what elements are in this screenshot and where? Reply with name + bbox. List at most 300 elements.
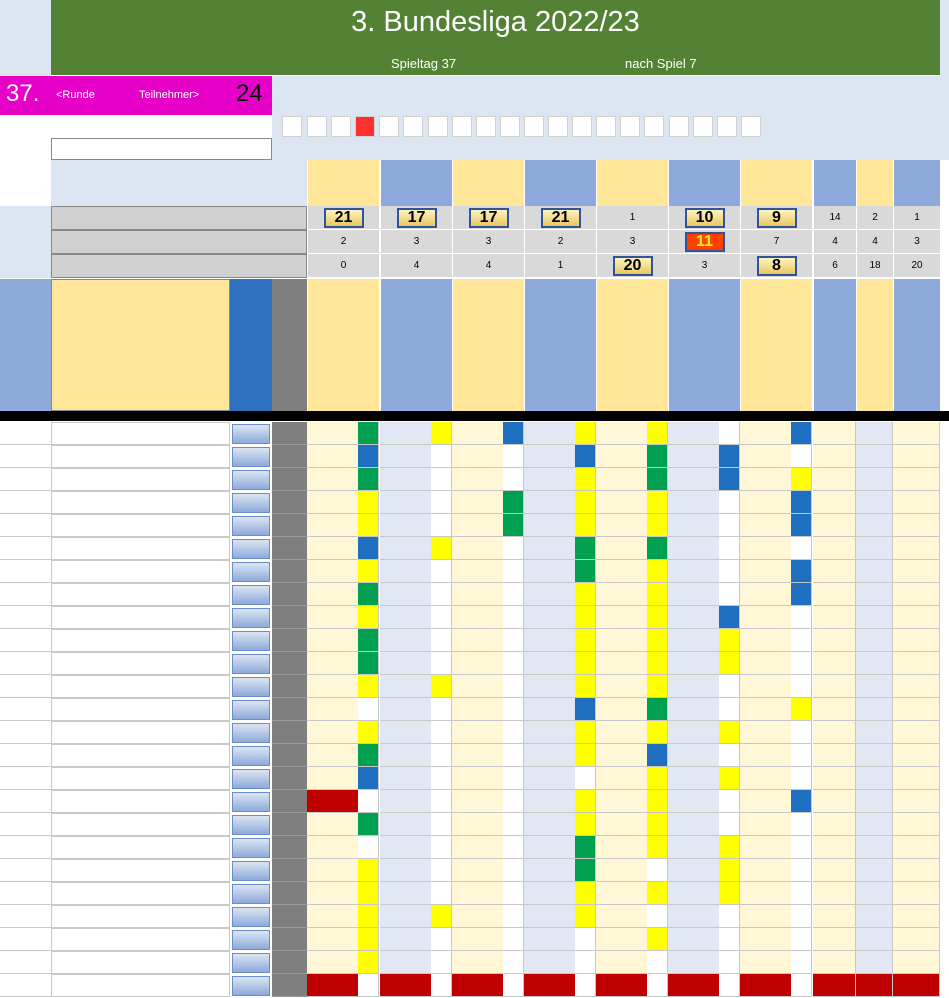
goal-tip [622, 974, 647, 997]
game-points [575, 491, 596, 514]
tore-count [272, 606, 307, 629]
result-cell [331, 116, 351, 137]
tore-count [272, 422, 307, 445]
goal-tip [524, 560, 550, 583]
game-points [575, 675, 596, 698]
goal-tip [596, 652, 622, 675]
game-points [791, 928, 812, 951]
goal-tip [622, 445, 647, 468]
game-points [358, 560, 379, 583]
tip-simple [856, 445, 893, 468]
tip-simple [813, 468, 856, 491]
goal-tip [622, 721, 647, 744]
goal-tip [668, 468, 694, 491]
player-points [232, 470, 270, 490]
goal-tip [307, 537, 333, 560]
player-points [232, 723, 270, 743]
tip-simple [893, 652, 940, 675]
goal-tip [622, 629, 647, 652]
result-cell [307, 116, 327, 137]
player-name [51, 882, 230, 905]
goal-tip [380, 905, 406, 928]
tip-simple [813, 514, 856, 537]
tipps-row-bg-aus [0, 254, 51, 278]
tore-count [272, 560, 307, 583]
tip-simple [813, 560, 856, 583]
game-points [431, 560, 452, 583]
team-name [668, 281, 694, 409]
goal-tip [380, 767, 406, 790]
goal-tip [622, 652, 647, 675]
player-name [51, 445, 230, 468]
posting-nr [0, 790, 51, 813]
goal-tip [740, 767, 766, 790]
game-points [575, 813, 596, 836]
game-points [791, 974, 812, 997]
posting-nr-header [0, 279, 51, 411]
team-name [333, 281, 358, 409]
tip-simple [893, 744, 940, 767]
team-name [550, 281, 575, 409]
goal-tip [550, 606, 575, 629]
goal-tip [452, 652, 478, 675]
punkte-header [230, 279, 272, 411]
posting-nr [0, 422, 51, 445]
spiel-nr-label [51, 160, 272, 206]
tore-count [272, 882, 307, 905]
game-points [431, 583, 452, 606]
goal-tip [766, 744, 791, 767]
goal-tip [380, 813, 406, 836]
game-points [431, 744, 452, 767]
player-points [232, 746, 270, 766]
spiel-nr-6 [668, 160, 740, 206]
game-points [719, 445, 740, 468]
game-points [791, 583, 812, 606]
goal-tip [550, 468, 575, 491]
saison-right-fill [272, 138, 949, 160]
goal-tip [622, 698, 647, 721]
team-name [740, 281, 766, 409]
tore-count [272, 836, 307, 859]
player-name [51, 698, 230, 721]
goal-tip [307, 422, 333, 445]
goal-tip [596, 468, 622, 491]
goal-tip [766, 445, 791, 468]
goal-tip [550, 974, 575, 997]
goal-tip [406, 721, 431, 744]
tipps-aus-value [740, 254, 812, 278]
game-points [503, 744, 524, 767]
goal-tip [478, 514, 503, 537]
goal-tip [668, 767, 694, 790]
goal-tip [478, 974, 503, 997]
goal-tip [740, 445, 766, 468]
goal-tip [766, 951, 791, 974]
goal-tip [452, 629, 478, 652]
game-points [791, 445, 812, 468]
player-points [232, 769, 270, 789]
tore-count [272, 629, 307, 652]
spiel-nr-2 [380, 160, 452, 206]
right-panel [940, 0, 949, 115]
goal-tip [380, 560, 406, 583]
goal-tip [452, 698, 478, 721]
teilnehmer-label: Teilnehmer> [139, 89, 200, 101]
game-points [647, 606, 668, 629]
goal-tip [406, 629, 431, 652]
tip-simple [813, 905, 856, 928]
game-points [575, 698, 596, 721]
goal-tip [307, 905, 333, 928]
team-name [694, 281, 719, 409]
tore-count [272, 583, 307, 606]
result-cell [741, 116, 761, 137]
tipps-heim-count: 1 [629, 212, 636, 223]
goal-tip [766, 721, 791, 744]
goal-tip [694, 675, 719, 698]
goal-tip [694, 698, 719, 721]
game-points [647, 882, 668, 905]
goal-tip [766, 468, 791, 491]
goal-tip [478, 537, 503, 560]
posting-nr [0, 652, 51, 675]
tipps-aus-count: 4 [413, 260, 420, 271]
game-points [503, 905, 524, 928]
goal-tip [452, 514, 478, 537]
tipps-remis-count: 3 [629, 236, 636, 247]
game-points [791, 859, 812, 882]
game-points [358, 836, 379, 859]
goal-tip [333, 813, 358, 836]
goal-tip [406, 790, 431, 813]
game-points [358, 974, 379, 997]
team-name [596, 281, 622, 409]
tip-simple [856, 468, 893, 491]
tipps-row-bg-remis [0, 230, 51, 254]
goal-tip [406, 767, 431, 790]
goal-tip [524, 698, 550, 721]
spiel-nr-8 [813, 160, 856, 206]
goal-tip [622, 675, 647, 698]
tipps-aus-count: 0 [340, 260, 347, 271]
game-points [647, 560, 668, 583]
goal-tip [550, 859, 575, 882]
tore-count [272, 537, 307, 560]
goal-tip [694, 790, 719, 813]
game-points [431, 468, 452, 491]
tipps-remis-value [307, 230, 379, 254]
goal-tip [380, 537, 406, 560]
tipps-heim-count: 9 [757, 208, 797, 228]
tipps-aus-count: 18 [869, 260, 881, 271]
posting-nr [0, 721, 51, 744]
tipps-aus-value [856, 254, 893, 278]
goal-tip [668, 583, 694, 606]
goal-tip [766, 583, 791, 606]
game-points [647, 629, 668, 652]
goal-tip [406, 836, 431, 859]
goal-tip [622, 537, 647, 560]
goal-tip [478, 629, 503, 652]
team-name [766, 281, 791, 409]
game-points [503, 583, 524, 606]
game-points [719, 422, 740, 445]
goal-tip [622, 560, 647, 583]
goal-tip [307, 951, 333, 974]
game-points [503, 445, 524, 468]
result-cell [596, 116, 616, 137]
tipps-aus-count: 8 [757, 256, 797, 276]
tipps-heim-count: 21 [324, 208, 364, 228]
goal-tip [596, 882, 622, 905]
game-points [719, 583, 740, 606]
game-points [719, 468, 740, 491]
tip-simple [856, 675, 893, 698]
game-points [358, 882, 379, 905]
goal-tip [307, 790, 333, 813]
tore-count [272, 491, 307, 514]
goal-tip [596, 836, 622, 859]
game-points [575, 951, 596, 974]
goal-tip [622, 882, 647, 905]
player-name [51, 813, 230, 836]
player-name [51, 606, 230, 629]
game-points [358, 514, 379, 537]
posting-nr [0, 514, 51, 537]
game-points [358, 491, 379, 514]
tip-simple [856, 721, 893, 744]
posting-nr [0, 928, 51, 951]
tipps-aus-value [813, 254, 856, 278]
goal-tip [333, 928, 358, 951]
game-points [503, 790, 524, 813]
tip-simple [813, 537, 856, 560]
spiel-nr-9 [856, 160, 893, 206]
goal-tip [380, 744, 406, 767]
goal-tip [452, 974, 478, 997]
goal-tip [307, 836, 333, 859]
tip-simple [893, 882, 940, 905]
player-name [51, 836, 230, 859]
tip-simple [856, 537, 893, 560]
goal-tip [406, 514, 431, 537]
game-points [575, 583, 596, 606]
game-points [719, 675, 740, 698]
goal-tip [406, 491, 431, 514]
game-points [431, 951, 452, 974]
goal-tip [333, 698, 358, 721]
goal-tip [380, 652, 406, 675]
tipps-heim-value [307, 206, 379, 230]
game-points [503, 836, 524, 859]
game-points [791, 951, 812, 974]
result-cell [379, 116, 399, 137]
posting-nr [0, 629, 51, 652]
game-points [503, 514, 524, 537]
goal-tip [550, 491, 575, 514]
goal-tip [452, 560, 478, 583]
tip-simple [893, 491, 940, 514]
spieltag-label: Spieltag 37 [391, 56, 457, 71]
goal-tip [668, 790, 694, 813]
game-points [503, 813, 524, 836]
goal-tip [596, 905, 622, 928]
goal-tip [333, 744, 358, 767]
game-points [358, 606, 379, 629]
tipps-aus-count: 1 [557, 260, 564, 271]
goal-tip [307, 583, 333, 606]
goal-tip [766, 560, 791, 583]
goal-tip [333, 882, 358, 905]
goal-tip [333, 974, 358, 997]
player-name [51, 514, 230, 537]
game-points [503, 698, 524, 721]
posting-nr [0, 813, 51, 836]
player-points [232, 585, 270, 605]
player-name [51, 422, 230, 445]
game-points [791, 698, 812, 721]
tipps-heim-count: 14 [829, 212, 841, 223]
posting-nr [0, 744, 51, 767]
goal-tip [307, 928, 333, 951]
tip-simple [813, 629, 856, 652]
goal-tip [668, 882, 694, 905]
saison-label [51, 138, 272, 160]
tore-count [272, 767, 307, 790]
goal-tip [596, 698, 622, 721]
goal-tip [452, 721, 478, 744]
tip-simple [893, 537, 940, 560]
tip-simple [856, 836, 893, 859]
goal-tip [550, 560, 575, 583]
tip-simple [813, 721, 856, 744]
game-points [575, 537, 596, 560]
game-points [791, 422, 812, 445]
goal-tip [478, 468, 503, 491]
tip-simple [813, 445, 856, 468]
goal-tip [406, 422, 431, 445]
player-name [51, 905, 230, 928]
tipps-remis-count: 2 [557, 236, 564, 247]
tipps-label-remis [51, 230, 307, 254]
goal-tip [740, 606, 766, 629]
game-points [503, 951, 524, 974]
goal-tip [478, 422, 503, 445]
goal-tip [524, 905, 550, 928]
tip-simple [856, 560, 893, 583]
tip-simple [813, 951, 856, 974]
goal-tip [694, 905, 719, 928]
posting-nr [0, 468, 51, 491]
tipps-aus-value [307, 254, 379, 278]
goal-tip [596, 606, 622, 629]
goal-tip [333, 491, 358, 514]
goal-tip [596, 675, 622, 698]
game-points [575, 859, 596, 882]
tip-simple [813, 675, 856, 698]
goal-tip [622, 606, 647, 629]
black-separator [0, 411, 949, 421]
game-points [647, 744, 668, 767]
goal-tip [478, 813, 503, 836]
goal-tip [766, 675, 791, 698]
goal-tip [668, 859, 694, 882]
goal-tip [622, 583, 647, 606]
goal-tip [622, 422, 647, 445]
goal-tip [766, 767, 791, 790]
game-points [358, 675, 379, 698]
goal-tip [406, 560, 431, 583]
goal-tip [380, 790, 406, 813]
result-cell [620, 116, 640, 137]
game-points [791, 744, 812, 767]
tipps-heim-count: 10 [685, 208, 725, 228]
spielpaarungen-header [51, 279, 230, 411]
runde-box [0, 76, 272, 115]
tip-simple [813, 882, 856, 905]
team-name [380, 281, 406, 409]
tip-simple [856, 491, 893, 514]
tip-simple [856, 514, 893, 537]
game-points [575, 721, 596, 744]
player-points [232, 792, 270, 812]
runde-label: <Runde [56, 89, 95, 101]
game-points [358, 744, 379, 767]
game-points [503, 560, 524, 583]
game-points [719, 767, 740, 790]
goal-tip [766, 859, 791, 882]
goal-tip [380, 468, 406, 491]
goal-tip [307, 698, 333, 721]
tipps-heim-count: 17 [469, 208, 509, 228]
game-points [647, 836, 668, 859]
tipps-remis-count: 3 [485, 236, 492, 247]
game-points [791, 652, 812, 675]
goal-tip [478, 882, 503, 905]
game-points [647, 951, 668, 974]
game-points [358, 951, 379, 974]
goal-tip [333, 514, 358, 537]
tipps-heim-value [380, 206, 452, 230]
goal-tip [452, 882, 478, 905]
goal-tip [307, 606, 333, 629]
tip-simple [893, 468, 940, 491]
goal-tip [452, 445, 478, 468]
tip-simple [856, 767, 893, 790]
tipps-aus-count: 20 [911, 260, 923, 271]
game-points [431, 928, 452, 951]
player-points [232, 930, 270, 950]
goal-tip [307, 491, 333, 514]
tore-count [272, 813, 307, 836]
tip-simple [893, 790, 940, 813]
goal-tip [478, 445, 503, 468]
goal-tip [766, 698, 791, 721]
goal-tip [380, 836, 406, 859]
game-points [791, 813, 812, 836]
goal-tip [333, 905, 358, 928]
goal-tip [550, 951, 575, 974]
goal-tip [622, 744, 647, 767]
goal-tip [406, 744, 431, 767]
goal-tip [406, 468, 431, 491]
tipps-remis-value [524, 230, 596, 254]
tip-simple [856, 813, 893, 836]
game-points [647, 537, 668, 560]
tipps-heim-value [813, 206, 856, 230]
goal-tip [596, 951, 622, 974]
